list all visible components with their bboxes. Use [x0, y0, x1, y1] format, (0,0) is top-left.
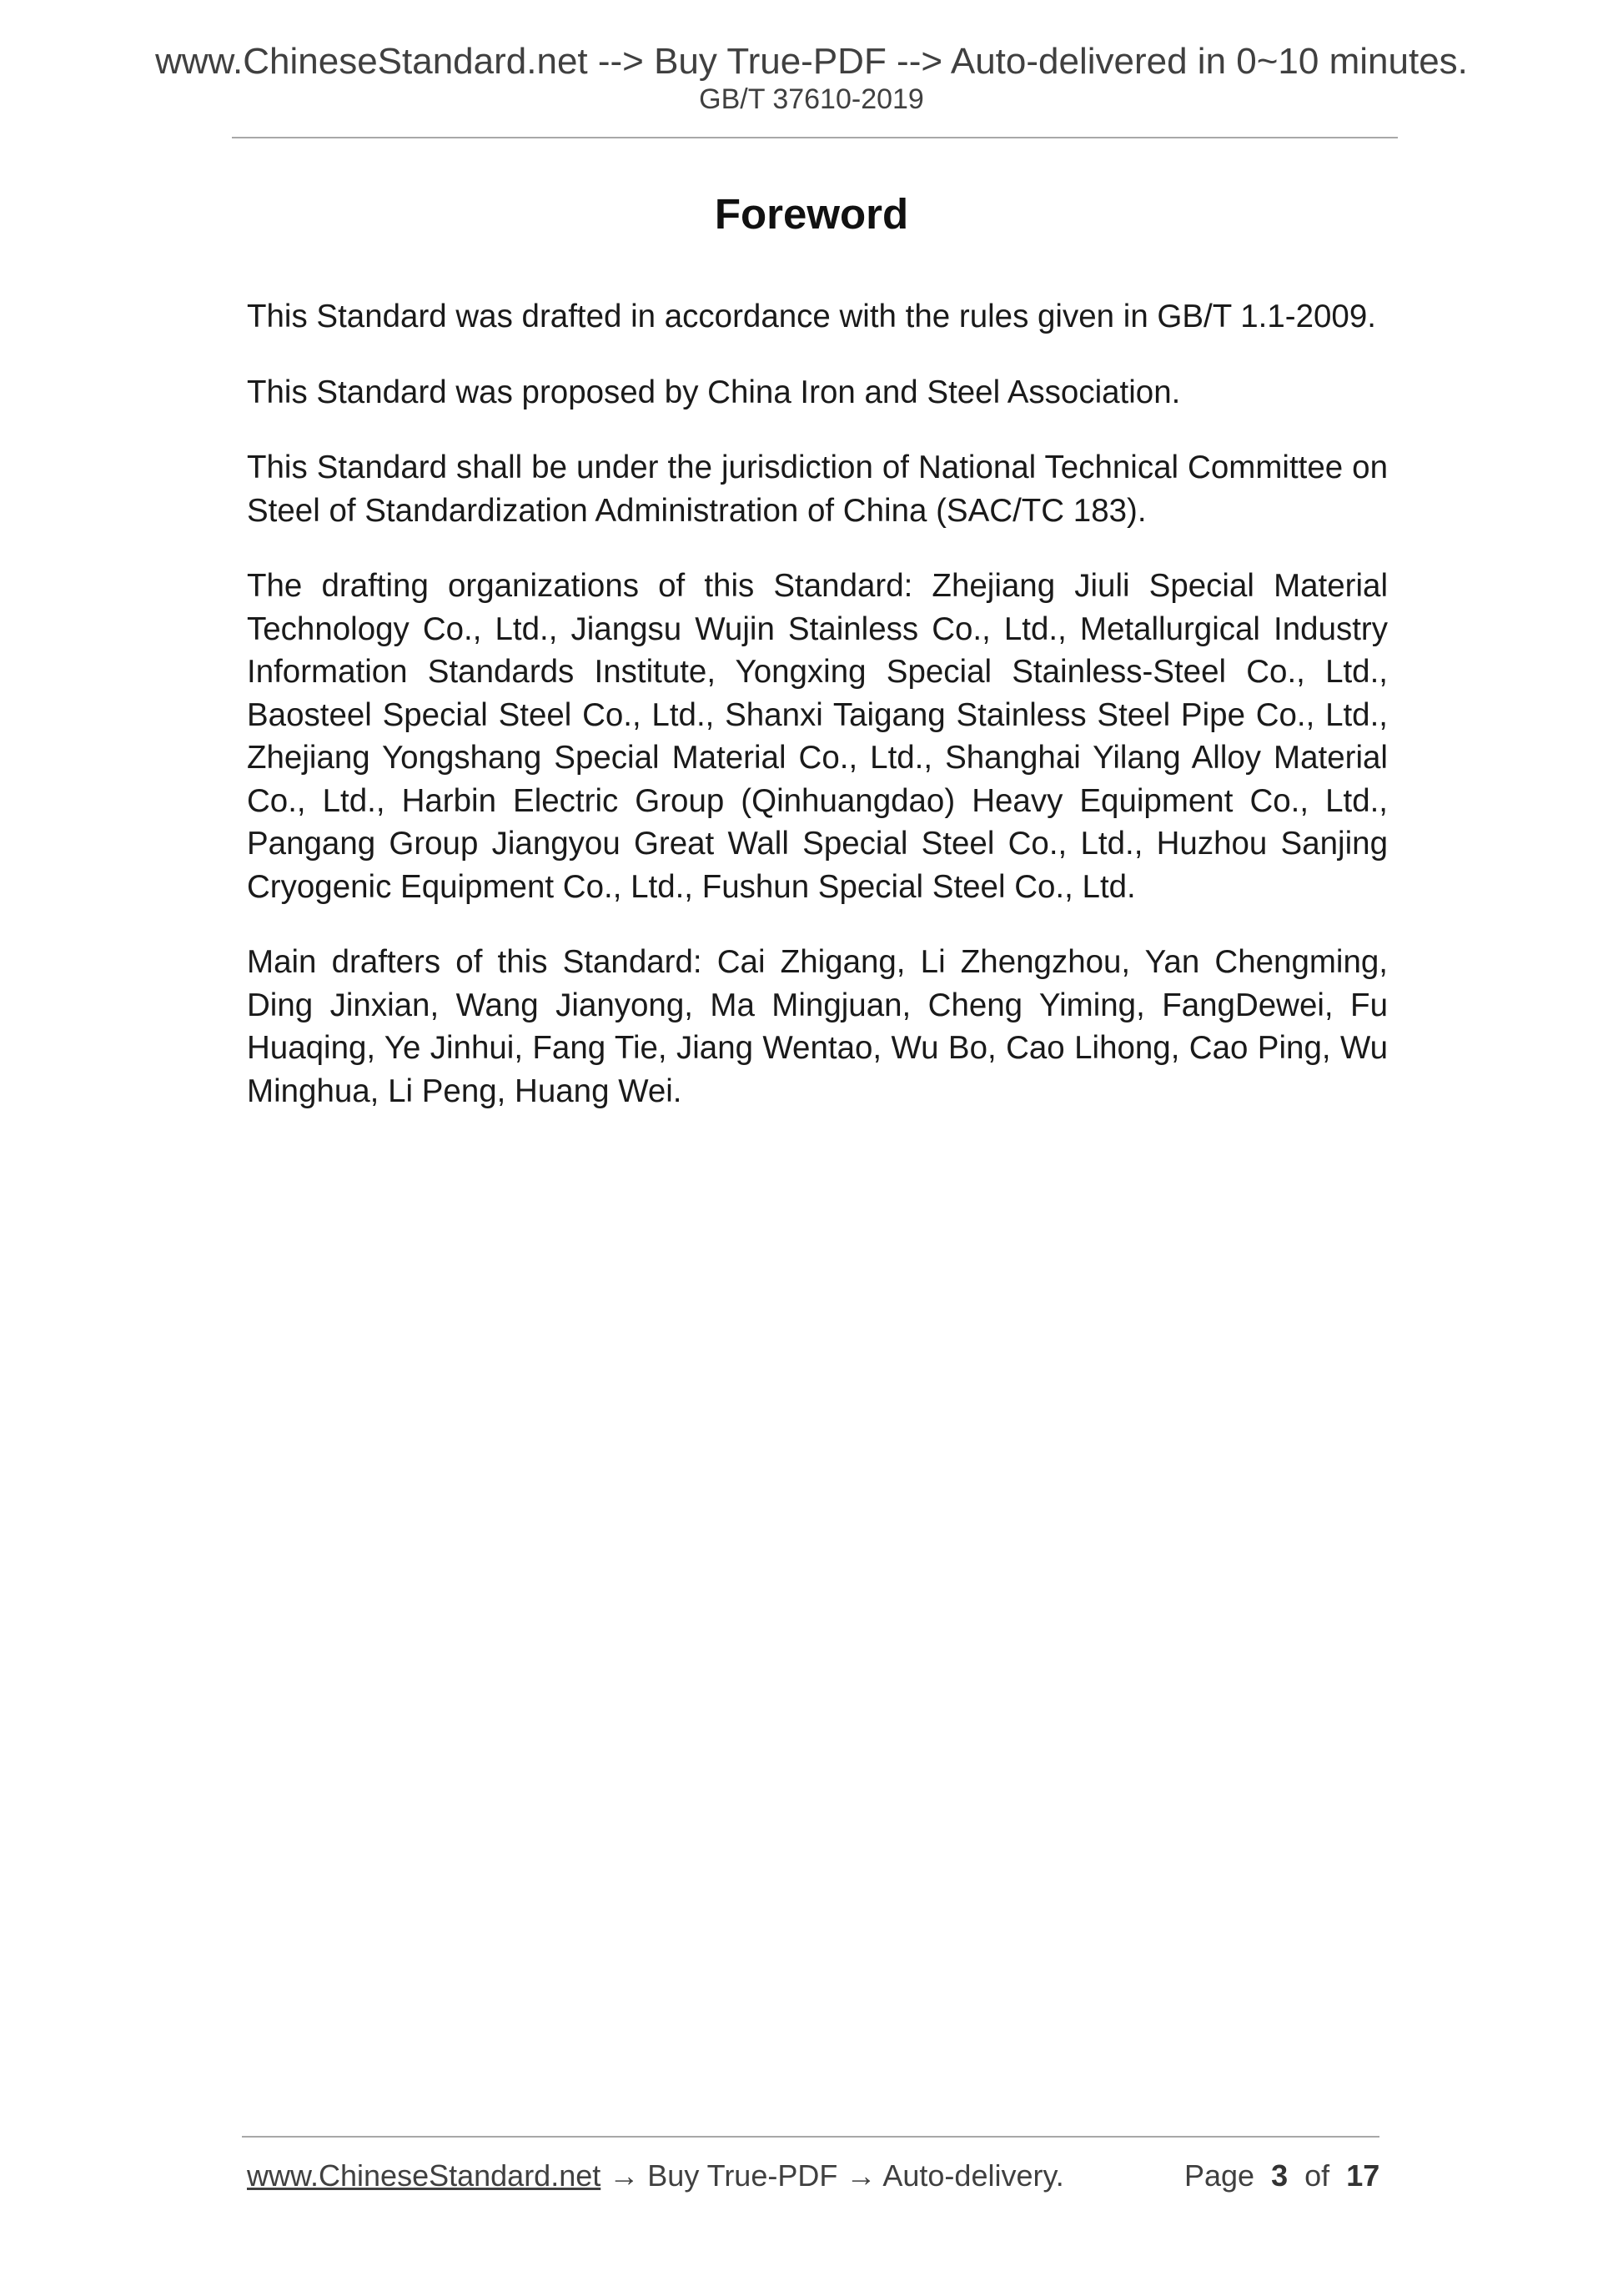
paragraph-jurisdiction: This Standard shall be under the jurisdiction of National Technical Committee on Steel of Standardization Administration of China (SAC/TC 183).	[247, 450, 1388, 529]
footer-site-link[interactable]: www.ChineseStandard.net	[247, 2158, 601, 2193]
page-total: 17	[1346, 2158, 1380, 2193]
paragraph-main-drafters: Main drafters of this Standard: Cai Zhigang, Li Zhengzhou, Yan Chengming, Ding Jinxian, Wang Jianyong, Ma Mingjuan, Cheng Yiming, FangDewei, Fu Huaqing, Ye Jinhui, Fang Tie, Jiang Wentao, Wu Bo, Cao Lihong, Cao Ping, Wu Minghua, Li Peng, Huang Wei.	[247, 944, 1388, 1109]
header-divider	[232, 137, 1398, 138]
arrow-right-icon: →	[846, 2158, 877, 2193]
arrow-right-icon: →	[609, 2158, 640, 2193]
foreword-body	[247, 295, 1388, 1145]
paragraph-proposed-by: This Standard was proposed by China Iron and Steel Association.	[247, 374, 1181, 410]
footer-buy-text: Buy True-PDF	[647, 2158, 838, 2193]
paragraph-drafting-rules: This Standard was drafted in accordance with the rules given in GB/T 1.1-2009.	[247, 299, 1376, 334]
page-of: of	[1304, 2158, 1330, 2193]
footer-divider	[242, 2136, 1379, 2138]
page-number	[1184, 2158, 1380, 2193]
document-code: GB/T 37610-2019	[699, 83, 924, 115]
footer-delivery-text: Auto-delivery.	[882, 2158, 1064, 2193]
paragraph-drafting-organizations: The drafting organizations of this Standard: Zhejiang Jiuli Special Material Technology Co., Ltd., Jiangsu Wujin Stainless Co., Ltd., Metallurgical Industry Information Standards Institute, Yongxing Special Stainless-Steel Co., Ltd., Baosteel Special Steel Co., Ltd., Shanxi Taigang Stainless Steel Pipe Co., Ltd., Zhejiang Yongshang Special Material Co., Ltd., Shanghai Yilang Alloy Material Co., Ltd., Harbin Electric Group (Qinhuangdao) Heavy Equipment Co., Ltd., Pangang Group Jiangyou Great Wall Special Steel Co., Ltd., Huzhou Sanjing Cryogenic Equipment Co., Ltd., Fushun Special Steel Co., Ltd.	[247, 568, 1388, 905]
page-label: Page	[1184, 2158, 1255, 2193]
page-current: 3	[1271, 2158, 1289, 2193]
footer-promo	[247, 2158, 1064, 2193]
top-banner: www.ChineseStandard.net --> Buy True-PDF --> Auto-delivered in 0~10 minutes.	[155, 41, 1468, 82]
page-title: Foreword	[714, 190, 909, 238]
